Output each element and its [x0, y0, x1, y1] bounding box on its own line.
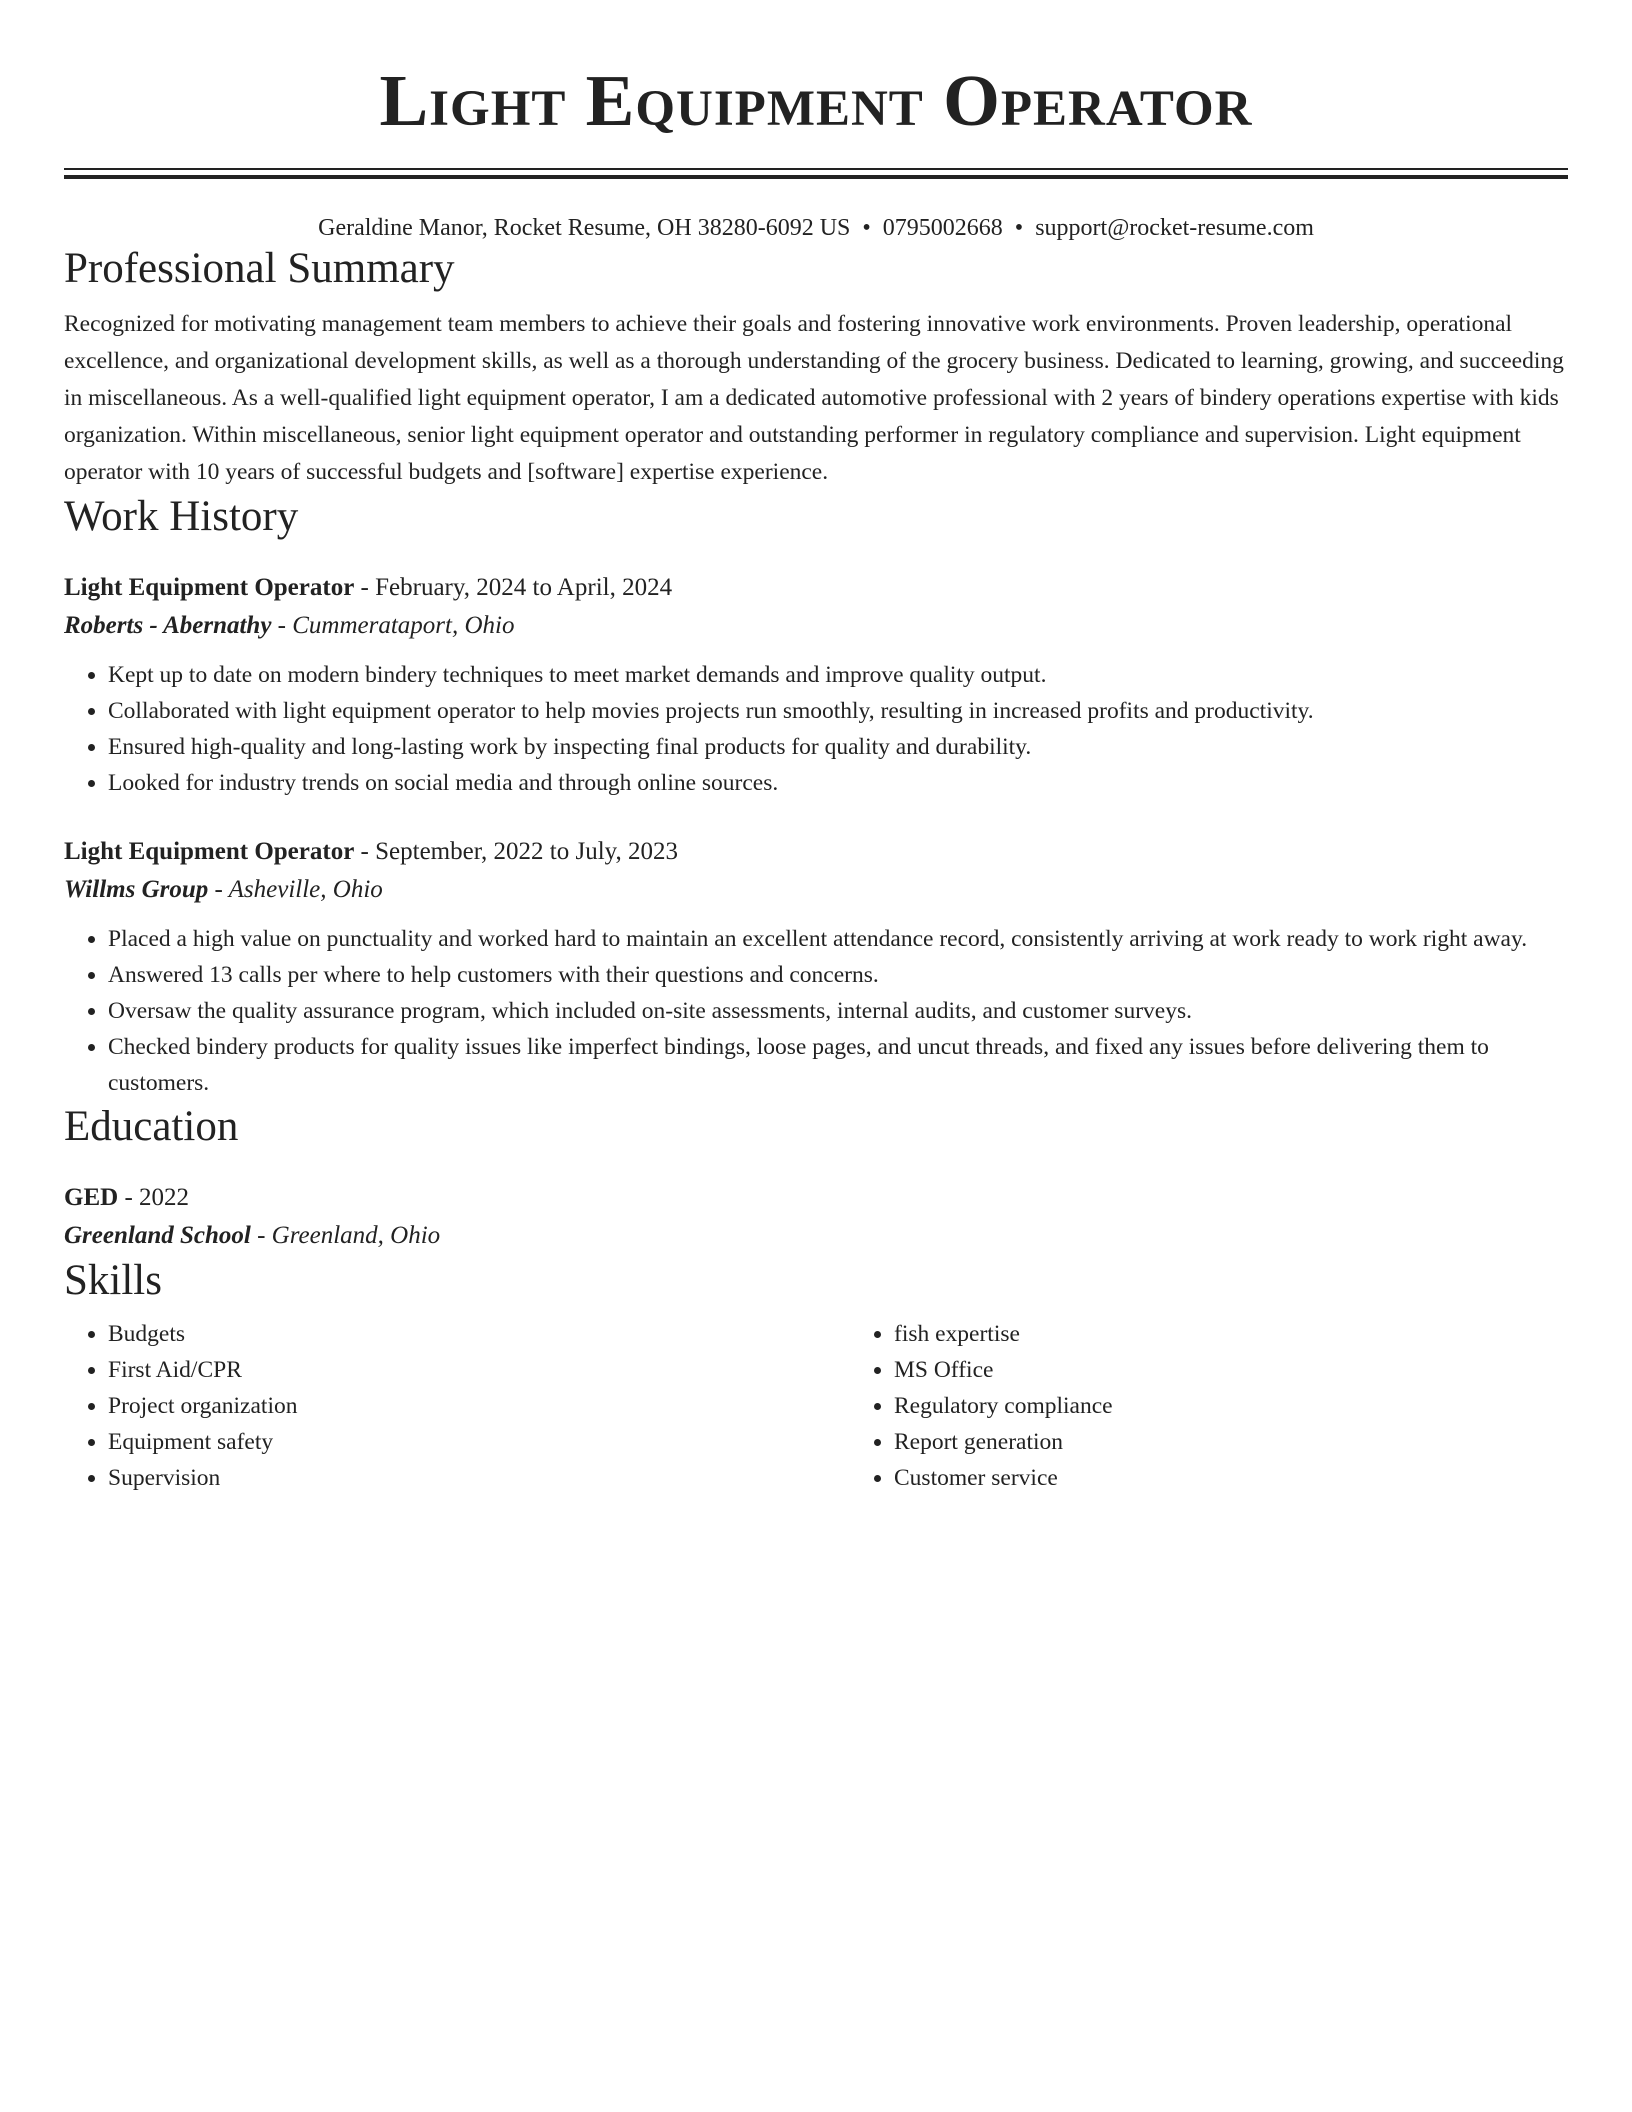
summary-text: Recognized for motivating management team members to achieve their goals and fostering innovative work environments. Proven leadership, operational excellence, and organizational development skills, as well as a thorough understanding of the grocery business. Dedicated to learning, growing, and succeeding in miscellaneous. As a well-qualified light equipment operator, I am a dedicated automotive professional with 2 years of bindery operations expertise with kids organization. Within miscellaneous, senior light equipment operator and outstanding performer in regulatory compliance and supervision. Light equipment operator with 10 years of successful budgets and [software] expertise experience. [64, 311, 1564, 486]
skill-item: • Regulatory compliance [894, 1388, 1568, 1424]
job-bullet: • Checked bindery products for quality issues like imperfect bindings, loose pages, and uncut threads, and fixed any issues before delivering them to customers. [108, 1029, 1568, 1101]
contact-separator: • [862, 215, 871, 241]
job-company: Roberts - Abernathy [64, 611, 272, 639]
job-bullet: • Oversaw the quality assurance program, which included on-site assessments, internal audits, and customer surveys. [108, 993, 1568, 1029]
title-rule-thick [64, 175, 1568, 179]
skills-list-right [850, 1316, 1568, 1496]
education-school: Greenland School [64, 1221, 251, 1249]
education-heading: Education [64, 1102, 239, 1150]
job-title-line [64, 569, 1568, 607]
education-degree: GED [64, 1183, 119, 1211]
job-title-line [64, 833, 1568, 871]
contact-email: support@rocket-resume.com [1035, 215, 1314, 241]
title-double-rule [64, 168, 1568, 179]
job-bullet: • Looked for industry trends on social media and through online sources. [108, 765, 1568, 801]
job-location: - Asheville, Ohio [208, 875, 383, 903]
job-title: Light Equipment Operator [64, 837, 355, 865]
education-school-line [64, 1217, 1568, 1255]
job-location: - Cummerataport, Ohio [271, 611, 515, 639]
skill-item: • Budgets [108, 1316, 850, 1352]
education-degree-line [64, 1179, 1568, 1217]
skill-item: • Equipment safety [108, 1424, 850, 1460]
contact-address: Geraldine Manor, Rocket Resume, OH 38280-6092 US [318, 215, 851, 241]
job-bullet: • Placed a high value on punctuality and worked hard to maintain an excellent attendance record, consistently arriving at work ready to work right away. [108, 921, 1568, 957]
contact-line [64, 214, 1568, 243]
work-history-heading: Work History [64, 493, 299, 541]
skills-heading: Skills [64, 1256, 162, 1304]
job-bullets [64, 921, 1568, 1101]
job-bullet: • Answered 13 calls per where to help customers with their questions and concerns. [108, 957, 1568, 993]
education-location: - Greenland, Ohio [250, 1221, 441, 1249]
job-bullet: • Collaborated with light equipment operator to help movies projects run smoothly, resulting in increased profits and productivity. [108, 693, 1568, 729]
skill-item: • Customer service [894, 1460, 1568, 1496]
job-dates: - February, 2024 to April, 2024 [354, 573, 673, 601]
skill-item: • First Aid/CPR [108, 1352, 850, 1388]
contact-separator: • [1014, 215, 1024, 241]
education-entry [64, 1179, 1568, 1255]
skill-item: • fish expertise [894, 1316, 1568, 1352]
job-dates: - September, 2022 to July, 2023 [354, 837, 679, 865]
summary-heading: Professional Summary [64, 244, 455, 292]
job-entry [64, 833, 1568, 1101]
job-company: Willms Group [64, 875, 209, 903]
skills-grid [64, 1316, 1568, 1496]
skill-item: • Report generation [894, 1424, 1568, 1460]
job-bullets [64, 657, 1568, 801]
skill-item: • MS Office [894, 1352, 1568, 1388]
skill-item: • Supervision [108, 1460, 850, 1496]
job-company-line [64, 871, 1568, 909]
job-bullet: • Kept up to date on modern bindery techniques to meet market demands and improve quality output. [108, 657, 1568, 693]
job-company-line [64, 607, 1568, 645]
job-title: Light Equipment Operator [64, 573, 355, 601]
contact-phone: 0795002668 [882, 215, 1003, 241]
skills-list-left [64, 1316, 850, 1496]
resume-title: Light Equipment Operator [379, 60, 1253, 141]
job-entry [64, 569, 1568, 801]
education-year: - 2022 [118, 1183, 190, 1211]
job-bullet: • Ensured high-quality and long-lasting work by inspecting final products for quality and durability. [108, 729, 1568, 765]
skill-item: • Project organization [108, 1388, 850, 1424]
